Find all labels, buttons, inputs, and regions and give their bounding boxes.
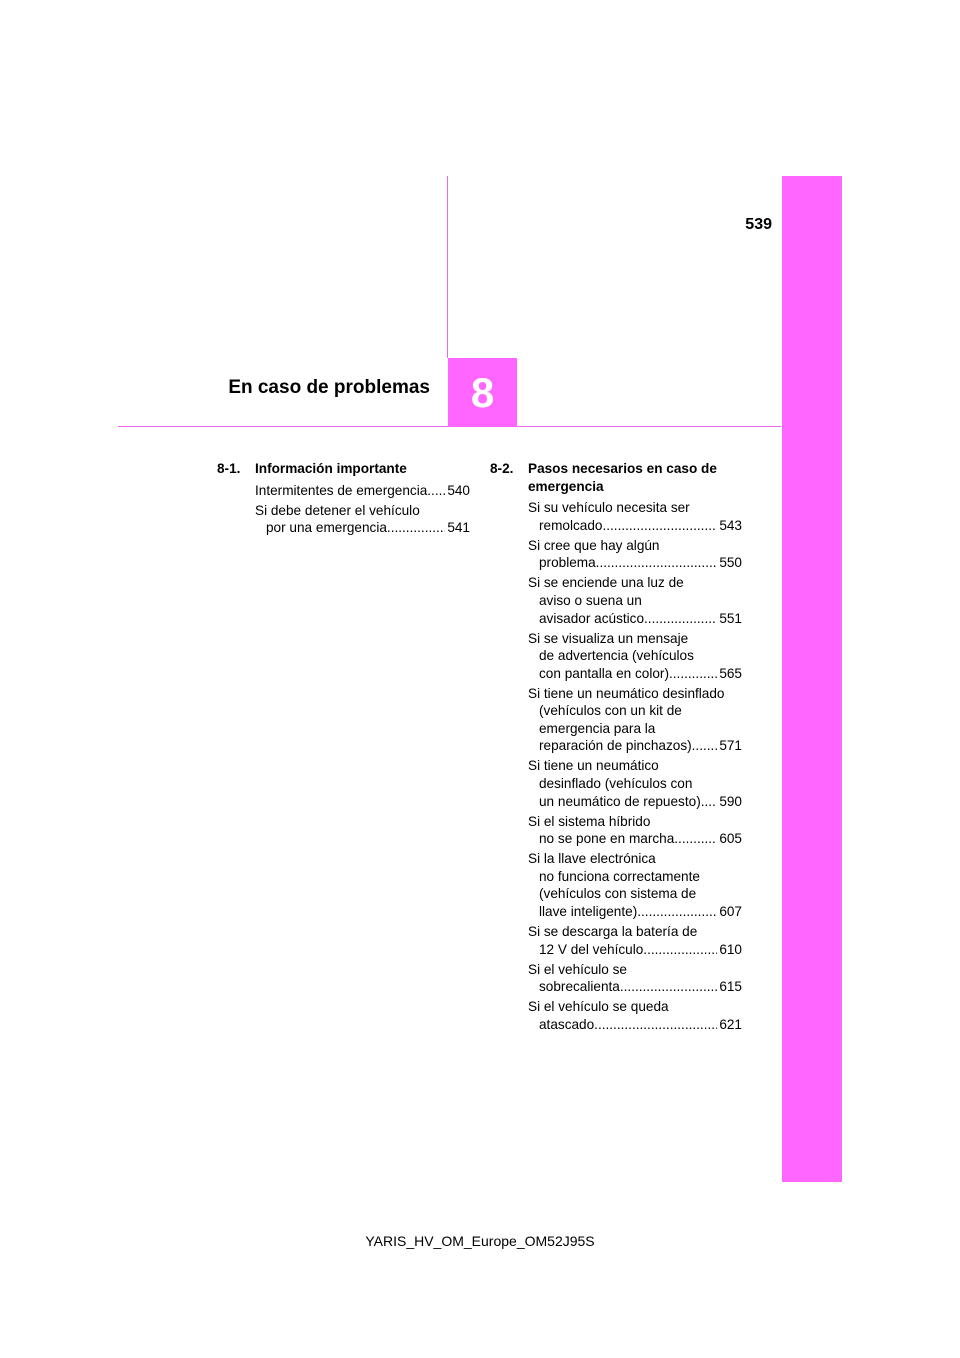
toc-leader-dots bbox=[701, 793, 718, 811]
toc-entry-text: no funciona correctamente bbox=[539, 868, 700, 884]
toc-entry-line bbox=[528, 630, 742, 648]
toc-leader-dots bbox=[620, 978, 717, 996]
header-vertical-rule bbox=[447, 176, 448, 358]
toc-page-number: 607 bbox=[719, 903, 742, 919]
toc-page-number: 621 bbox=[719, 1016, 742, 1032]
toc-entry-text: 12 V del vehículo bbox=[539, 941, 644, 957]
chapter-side-tab bbox=[782, 176, 842, 1182]
toc-entry[interactable] bbox=[490, 923, 742, 958]
toc-entry-text: Si el vehículo se queda bbox=[528, 999, 669, 1015]
toc-entry-text: Si debe detener el vehículo bbox=[255, 502, 420, 518]
toc-entry-line bbox=[528, 775, 742, 793]
toc-column-left bbox=[217, 460, 470, 539]
toc-leader-dots bbox=[387, 519, 445, 537]
toc-entry-line bbox=[528, 813, 742, 831]
toc-leader-dots bbox=[669, 665, 717, 683]
toc-entry-text: emergencia para la bbox=[539, 720, 656, 736]
toc-leader-dots bbox=[602, 517, 717, 535]
toc-leader-dots bbox=[643, 941, 717, 959]
document-footer: YARIS_HV_OM_Europe_OM52J95S bbox=[365, 1233, 595, 1249]
toc-leader-dots bbox=[594, 1016, 717, 1034]
toc-entry-text: Si tiene un neumático desinflado bbox=[528, 685, 725, 701]
toc-entry-line bbox=[528, 850, 742, 868]
toc-entry[interactable] bbox=[490, 630, 742, 683]
toc-entry-line bbox=[528, 685, 742, 703]
chapter-number: 8 bbox=[470, 368, 495, 416]
section-heading bbox=[217, 460, 470, 478]
toc-page-number: 590 bbox=[719, 793, 742, 809]
toc-entry-text: desinflado (vehículos con bbox=[539, 776, 693, 792]
toc-entry-line bbox=[528, 702, 742, 720]
toc-entry-text: (vehículos con un kit de bbox=[539, 703, 682, 719]
toc-page-number: 540 bbox=[447, 482, 470, 498]
toc-entry-line bbox=[528, 923, 742, 941]
toc-entry-text: reparación de pinchazos) bbox=[539, 738, 692, 754]
toc-entry-line bbox=[528, 499, 742, 517]
toc-leader-dots bbox=[596, 554, 718, 572]
toc-entry-line bbox=[528, 903, 742, 921]
toc-entry-text: Si la llave electrónica bbox=[528, 851, 656, 867]
toc-entry-text: llave inteligente) bbox=[539, 903, 638, 919]
toc-entry-text: Si se descarga la batería de bbox=[528, 923, 698, 939]
toc-entry[interactable] bbox=[490, 998, 742, 1033]
toc-entry-text: un neumático de repuesto) bbox=[539, 793, 701, 809]
section-number: 8-1. bbox=[217, 461, 241, 476]
toc-leader-dots bbox=[637, 903, 717, 921]
toc-entry-line bbox=[528, 665, 742, 683]
toc-leader-dots bbox=[674, 830, 717, 848]
toc-entry-line bbox=[528, 961, 742, 979]
toc-page-number: 610 bbox=[719, 941, 742, 957]
toc-entry-text: sobrecalienta bbox=[539, 979, 620, 995]
chapter-number-box bbox=[448, 358, 517, 427]
toc-entry-line bbox=[255, 482, 470, 500]
toc-entry-line bbox=[528, 737, 742, 755]
toc-entry-line bbox=[528, 517, 742, 535]
toc-entry-text: problema bbox=[539, 555, 596, 571]
toc-leader-dots bbox=[644, 610, 717, 628]
toc-entry[interactable] bbox=[490, 850, 742, 920]
toc-entry-line bbox=[528, 1016, 742, 1034]
section-heading bbox=[490, 460, 742, 495]
toc-entry[interactable] bbox=[490, 499, 742, 534]
toc-entry-text: no se pone en marcha bbox=[539, 831, 675, 847]
toc-entry-line bbox=[255, 519, 470, 537]
toc-entry-text: atascado bbox=[539, 1016, 595, 1032]
toc-page-number: 571 bbox=[719, 738, 742, 754]
toc-entry-text: Si el vehículo se bbox=[528, 961, 627, 977]
section-title: Información importante bbox=[255, 461, 407, 476]
toc-entry[interactable] bbox=[490, 961, 742, 996]
toc-entry-line bbox=[528, 574, 742, 592]
toc-entry-text: aviso o suena un bbox=[539, 592, 642, 608]
toc-entry-text: Si el sistema híbrido bbox=[528, 813, 651, 829]
toc-entry-line bbox=[528, 720, 742, 738]
toc-entry[interactable] bbox=[490, 537, 742, 572]
toc-entry-line bbox=[528, 885, 742, 903]
toc-page-number: 615 bbox=[719, 979, 742, 995]
chapter-title: En caso de problemas bbox=[228, 377, 430, 398]
toc-leader-dots bbox=[427, 482, 445, 500]
toc-entry-text: avisador acústico bbox=[539, 610, 645, 626]
toc-leader-dots bbox=[692, 737, 718, 755]
toc-entry[interactable] bbox=[217, 482, 470, 500]
toc-entry-text: Si su vehículo necesita ser bbox=[528, 500, 690, 516]
toc-entry[interactable] bbox=[490, 685, 742, 755]
toc-page-number: 550 bbox=[719, 555, 742, 571]
toc-page-number: 565 bbox=[719, 665, 742, 681]
toc-entry-text: Si tiene un neumático bbox=[528, 758, 659, 774]
toc-entry[interactable] bbox=[490, 757, 742, 810]
toc-column-right bbox=[490, 460, 742, 1036]
toc-entry[interactable] bbox=[490, 813, 742, 848]
toc-entry-line bbox=[528, 537, 742, 555]
toc-entry-text: Si se enciende una luz de bbox=[528, 575, 684, 591]
page-number: 539 bbox=[745, 216, 772, 233]
section-title: Pasos necesarios en caso de emergencia bbox=[528, 461, 717, 494]
toc-page-number: 605 bbox=[719, 831, 742, 847]
toc-entry-line bbox=[528, 978, 742, 996]
toc-entry-line bbox=[528, 554, 742, 572]
toc-entry-text: de advertencia (vehículos bbox=[539, 648, 694, 664]
toc-entry[interactable] bbox=[217, 502, 470, 537]
toc-entry-text: por una emergencia bbox=[266, 520, 387, 536]
toc-entry-text: con pantalla en color) bbox=[539, 665, 669, 681]
toc-page-number: 543 bbox=[719, 517, 742, 533]
toc-entry-line bbox=[528, 757, 742, 775]
section-number: 8-2. bbox=[490, 461, 514, 476]
toc-entry-line bbox=[528, 998, 742, 1016]
toc-entry-line bbox=[255, 502, 470, 520]
toc-entry-text: Si cree que hay algún bbox=[528, 537, 660, 553]
toc-entry-line bbox=[528, 592, 742, 610]
toc-entry-line bbox=[528, 610, 742, 628]
toc-entry-text: (vehículos con sistema de bbox=[539, 886, 697, 902]
toc-entry-line bbox=[528, 830, 742, 848]
toc-entry-text: Intermitentes de emergencia bbox=[255, 482, 428, 498]
toc-entry-text: Si se visualiza un mensaje bbox=[528, 630, 689, 646]
toc-entry[interactable] bbox=[490, 574, 742, 627]
toc-page-number: 551 bbox=[719, 610, 742, 626]
toc-entry-text: remolcado bbox=[539, 517, 603, 533]
toc-entry-line bbox=[528, 941, 742, 959]
toc-entry-line bbox=[528, 793, 742, 811]
toc-page-number: 541 bbox=[447, 520, 470, 536]
toc-entry-line bbox=[528, 868, 742, 886]
toc-entry-line bbox=[528, 647, 742, 665]
